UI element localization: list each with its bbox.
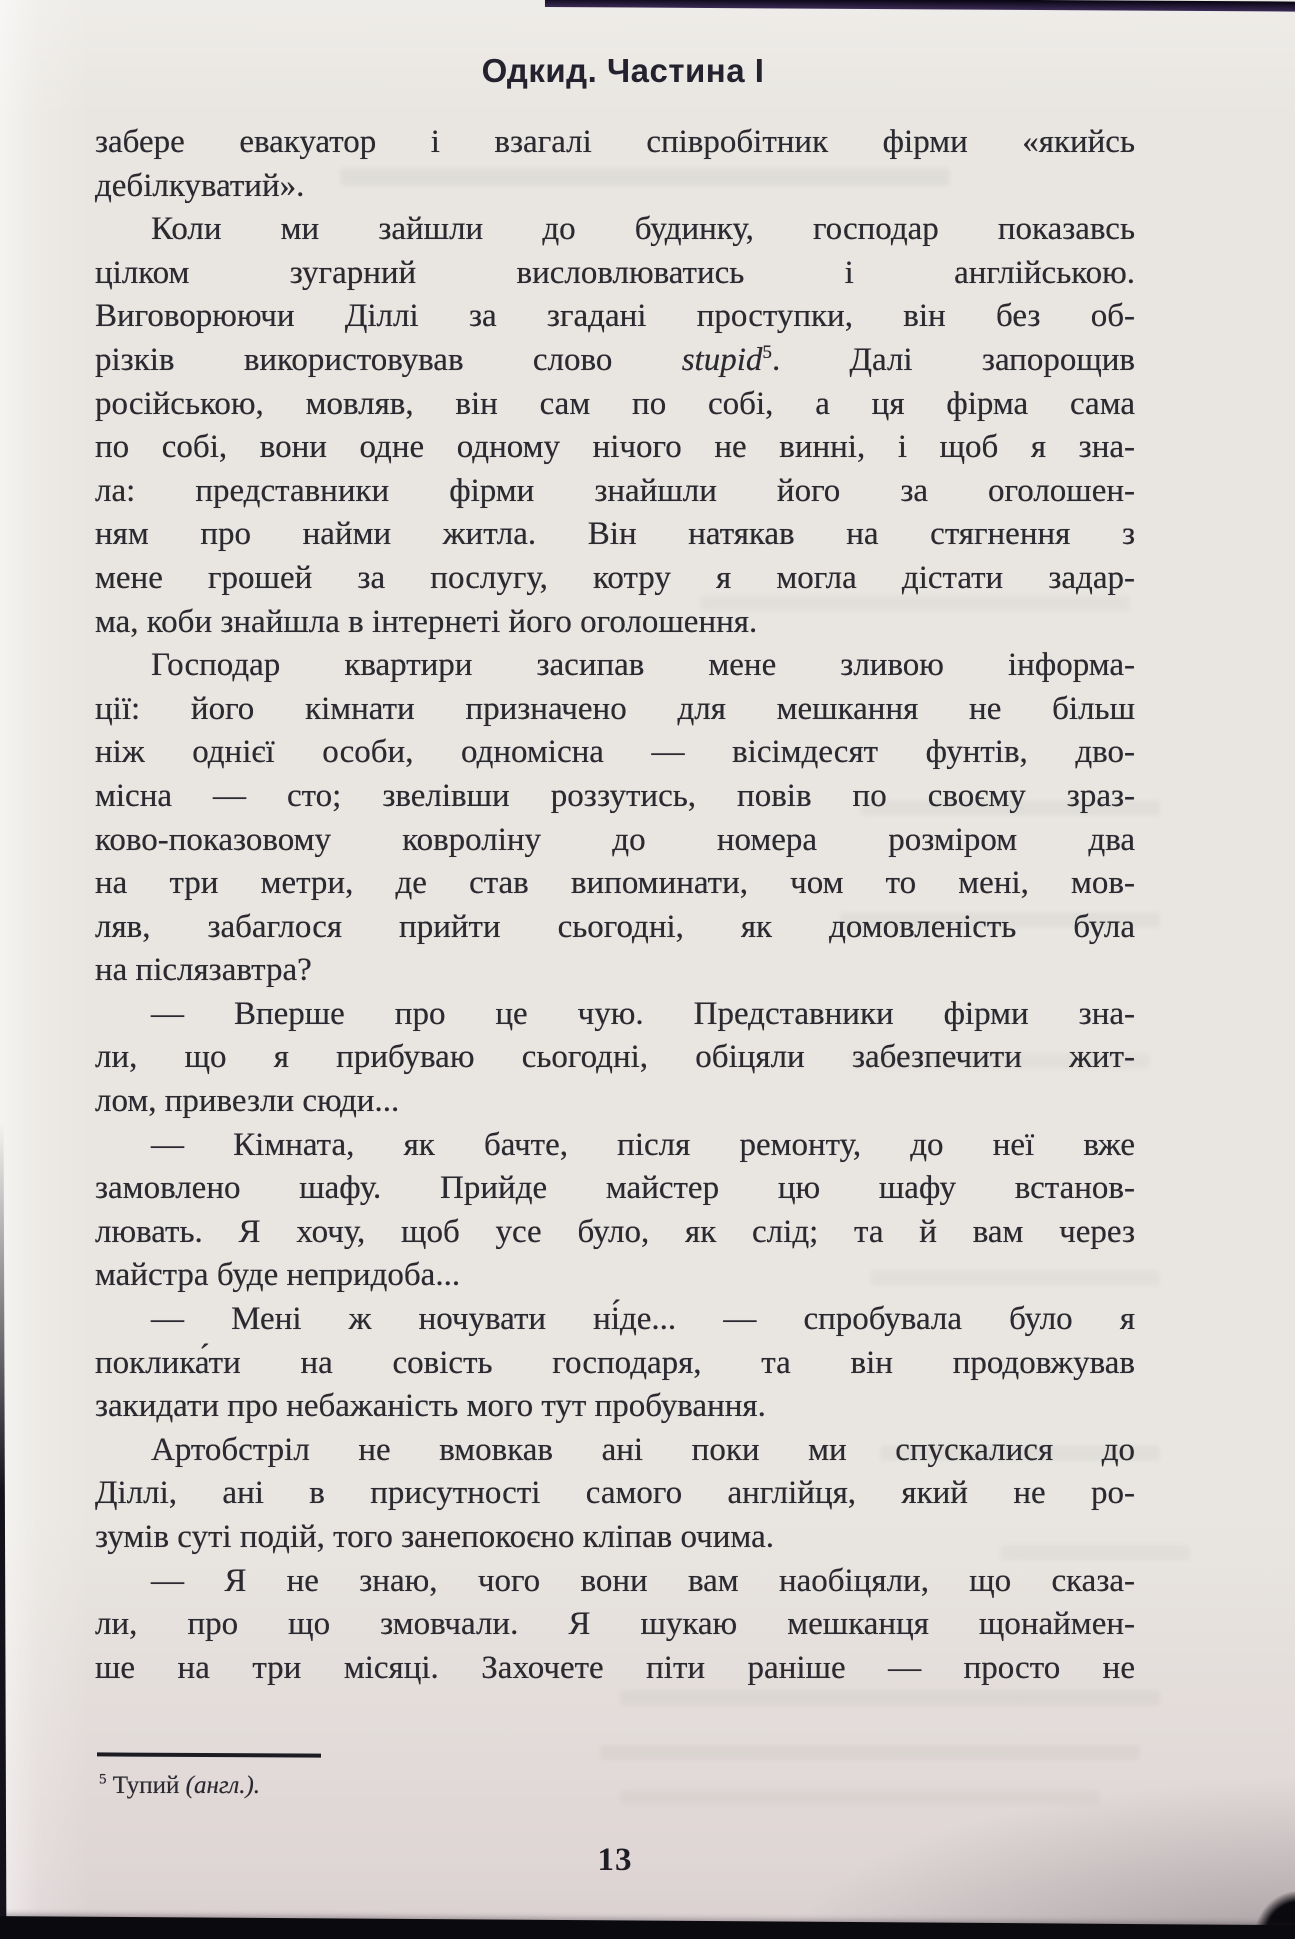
text-line — [95, 1211, 1135, 1255]
text-run: зумів суті подій, того занепокоєно кліпав очима. — [95, 1519, 774, 1555]
text-run: різків використовував слово — [95, 341, 682, 378]
text-run: ма, коби знайшла в інтернеті його оголошення. — [95, 603, 758, 640]
text-line — [95, 993, 1135, 1037]
text-run: поклика́ти на совість господаря, та він продовжував — [95, 1344, 1135, 1381]
text-run: на післязавтра? — [95, 952, 312, 989]
text-line — [95, 1560, 1135, 1604]
superscript-mark: 5 — [99, 1771, 107, 1788]
text-line — [95, 513, 1135, 557]
show-through-artifact — [600, 1745, 1140, 1760]
text-run: — Вперше про це чую. Представники фірми зна- — [151, 995, 1135, 1032]
text-line — [95, 1429, 1135, 1473]
text-run: . Далі запорощив — [771, 341, 1135, 378]
text-run: місна — сто; звелівши роззутись, повів по своєму зраз- — [95, 777, 1135, 814]
text-run: ше на три місяці. Захочете піти раніше — просто не — [95, 1649, 1135, 1686]
text-line — [95, 252, 1135, 296]
footnote-separator — [97, 1752, 321, 1757]
text-line — [95, 339, 1135, 383]
text-line — [95, 557, 1135, 601]
text-run: ли, що я прибуваю сьогодні, обіцяли забезпечити жит- — [95, 1039, 1135, 1076]
text-line — [95, 644, 1135, 688]
text-run: закидати про небажаність мого тут пробування. — [95, 1388, 766, 1425]
footnote-text — [99, 1770, 999, 1802]
text-line — [95, 1516, 1135, 1560]
text-line — [95, 949, 1135, 993]
page-number: 13 — [597, 1842, 633, 1878]
show-through-artifact — [620, 1690, 1160, 1706]
text-line — [95, 1080, 1135, 1124]
text-run: по собі, вони одне одному нічого не винні, і щоб я зна- — [95, 429, 1135, 466]
body-text — [95, 121, 1135, 1690]
text-run: цілком зугарний висловлюватись і англійською. — [95, 254, 1135, 291]
text-line — [95, 731, 1135, 775]
text-line — [95, 862, 1135, 906]
text-line — [95, 295, 1135, 339]
text-run: ляв, забаглося прийти сьогодні, як домовленість була — [95, 908, 1135, 945]
text-run: російською, мовляв, він сам по собі, а ця фірма сама — [95, 385, 1135, 422]
text-line — [95, 1124, 1135, 1168]
text-line — [95, 1342, 1135, 1386]
italic-text: stupid — [681, 341, 763, 378]
scan-edge-bottom — [0, 1916, 1295, 1939]
text-run: Коли ми зайшли до будинку, господар показавсь — [151, 211, 1135, 248]
text-run: ково-показовому ковроліну до номера розміром два — [95, 821, 1135, 858]
text-run: ням про найми житла. Він натякав на стягнення з — [95, 516, 1135, 553]
text-run: Тупий — [106, 1772, 186, 1799]
text-run: майстра буде непридоба... — [95, 1257, 461, 1294]
text-line — [95, 1298, 1135, 1342]
text-line — [95, 906, 1135, 950]
text-line — [95, 1647, 1135, 1691]
text-run: лом, привезли сюди... — [95, 1083, 400, 1120]
running-head: Одкид. Частина I — [481, 52, 765, 89]
text-line — [95, 1167, 1135, 1211]
text-line — [95, 470, 1135, 514]
text-line — [95, 383, 1135, 427]
scan-edge-left — [0, 1123, 6, 1939]
text-run: дебілкуватий». — [95, 167, 305, 204]
text-line — [95, 688, 1135, 732]
text-line — [95, 165, 1135, 209]
text-run: — Я не знаю, чого вони вам наобіцяли, що сказа- — [151, 1562, 1135, 1599]
text-line — [95, 775, 1135, 819]
text-run: — Кімната, як бачте, після ремонту, до неї вже — [151, 1126, 1135, 1163]
text-run: на три метри, де став випоминати, чом то мені, мов- — [95, 865, 1135, 902]
text-run: — Мені ж ночувати ні́де... — спробувала було я — [151, 1301, 1135, 1338]
text-line — [95, 601, 1135, 645]
text-line — [95, 426, 1135, 470]
scan-edge-top — [545, 0, 1295, 12]
text-line — [95, 1385, 1135, 1429]
text-run: лювать. Я хочу, щоб усе було, як слід; та й вам через — [95, 1213, 1135, 1250]
text-line — [95, 1254, 1135, 1298]
text-run: ли, про що змовчали. Я шукаю мешканця щонаймен- — [95, 1606, 1135, 1643]
text-line — [95, 121, 1135, 165]
superscript-mark: 5 — [762, 341, 772, 363]
text-run: Господар квартири засипав мене зливою інформа- — [151, 647, 1135, 684]
text-run: Виговорюючи Діллі за згадані проступки, він без об- — [95, 298, 1135, 335]
italic-text: (англ.). — [185, 1772, 261, 1799]
text-line — [95, 819, 1135, 863]
text-line — [95, 208, 1135, 252]
text-run: замовлено шафу. Прийде майстер цю шафу встанов- — [95, 1170, 1135, 1207]
text-run: ніж однієї особи, одномісна — вісімдесят фунтів, дво- — [95, 734, 1135, 771]
text-line — [95, 1472, 1135, 1516]
text-run: ції: його кімнати призначено для мешкання не більш — [95, 690, 1135, 727]
text-run: мене грошей за послугу, котру я могла дістати задар- — [95, 559, 1135, 596]
text-run: Діллі, ані в присутності самого англійця, який не ро- — [95, 1475, 1135, 1512]
text-run: забере евакуатор і взагалі співробітник фірми «якийсь — [95, 124, 1135, 160]
text-run: Артобстріл не вмовкав ані поки ми спускалися до — [151, 1431, 1135, 1468]
text-line — [95, 1036, 1135, 1080]
text-run: ла: представники фірми знайшли його за оголошен- — [95, 472, 1135, 509]
text-line — [95, 1603, 1135, 1647]
